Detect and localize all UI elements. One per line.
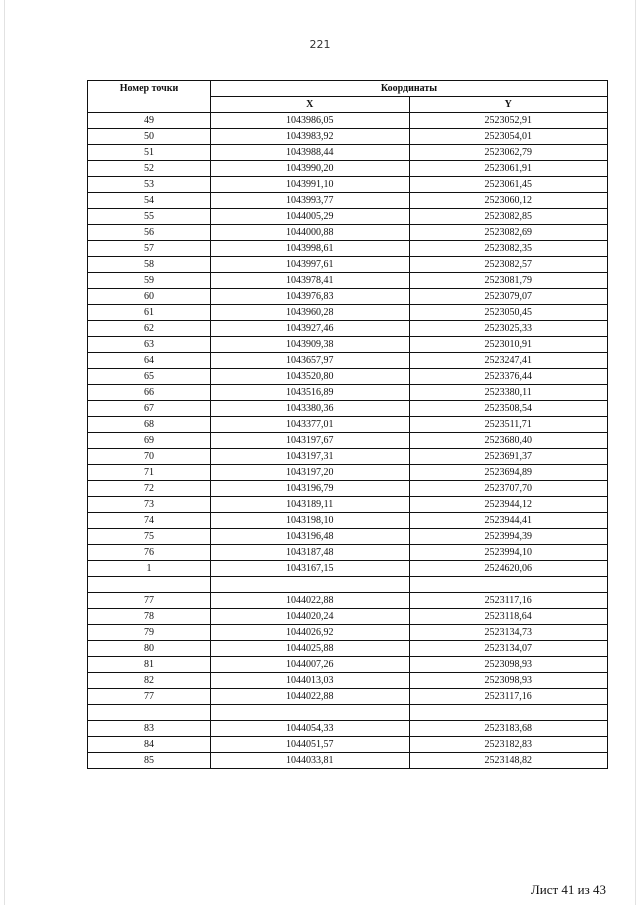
x-coordinate-cell: 1043978,41	[211, 273, 410, 289]
table-row	[88, 449, 608, 465]
coordinates-table	[87, 80, 608, 769]
point-number-cell: 81	[88, 657, 211, 673]
y-coordinate-cell: 2523944,41	[409, 513, 608, 529]
x-coordinate-cell: 1044026,92	[211, 625, 410, 641]
x-coordinate-cell: 1043997,61	[211, 257, 410, 273]
table-row	[88, 641, 608, 657]
point-number-cell: 73	[88, 497, 211, 513]
point-number-cell: 64	[88, 353, 211, 369]
y-coordinate-cell: 2523054,01	[409, 129, 608, 145]
header-row-main	[88, 81, 608, 97]
table-header	[88, 81, 608, 113]
y-coordinate-cell: 2523134,73	[409, 625, 608, 641]
table-row	[88, 689, 608, 705]
y-coordinate-cell: 2523062,79	[409, 145, 608, 161]
table-row	[88, 369, 608, 385]
x-coordinate-cell: 1043197,67	[211, 433, 410, 449]
point-number-cell: 70	[88, 449, 211, 465]
table-row	[88, 737, 608, 753]
point-number-cell: 56	[88, 225, 211, 241]
y-coordinate-cell: 2524620,06	[409, 561, 608, 577]
x-coordinate-cell: 1043196,79	[211, 481, 410, 497]
y-coordinate-cell: 2523025,33	[409, 321, 608, 337]
y-coordinate-cell: 2523079,07	[409, 289, 608, 305]
table-row	[88, 209, 608, 225]
x-coordinate-cell: 1043976,83	[211, 289, 410, 305]
scan-edge-right	[635, 0, 636, 905]
table-row	[88, 513, 608, 529]
table-row	[88, 161, 608, 177]
table-row	[88, 177, 608, 193]
x-coordinate-cell	[211, 705, 410, 721]
table-row	[88, 337, 608, 353]
point-number-cell: 80	[88, 641, 211, 657]
header-y: Y	[409, 97, 608, 113]
x-coordinate-cell: 1043197,20	[211, 465, 410, 481]
x-coordinate-cell: 1044005,29	[211, 209, 410, 225]
x-coordinate-cell: 1043986,05	[211, 113, 410, 129]
x-coordinate-cell: 1043167,15	[211, 561, 410, 577]
x-coordinate-cell: 1044013,03	[211, 673, 410, 689]
point-number-cell: 62	[88, 321, 211, 337]
x-coordinate-cell: 1044033,81	[211, 753, 410, 769]
y-coordinate-cell: 2523118,64	[409, 609, 608, 625]
x-coordinate-cell: 1043960,28	[211, 305, 410, 321]
table-row	[88, 417, 608, 433]
y-coordinate-cell: 2523117,16	[409, 689, 608, 705]
x-coordinate-cell: 1043197,31	[211, 449, 410, 465]
table-row	[88, 497, 608, 513]
x-coordinate-cell: 1043993,77	[211, 193, 410, 209]
point-number-cell: 69	[88, 433, 211, 449]
point-number-cell: 77	[88, 689, 211, 705]
point-number-cell: 59	[88, 273, 211, 289]
x-coordinate-cell: 1044007,26	[211, 657, 410, 673]
y-coordinate-cell: 2523117,16	[409, 593, 608, 609]
y-coordinate-cell	[409, 705, 608, 721]
point-number-cell: 83	[88, 721, 211, 737]
point-number-cell: 50	[88, 129, 211, 145]
table-row	[88, 193, 608, 209]
point-number-cell: 52	[88, 161, 211, 177]
sheet-counter: Лист 41 из 43	[530, 882, 606, 897]
y-coordinate-cell: 2523511,71	[409, 417, 608, 433]
y-coordinate-cell	[409, 577, 608, 593]
x-coordinate-cell: 1043990,20	[211, 161, 410, 177]
point-number-cell: 66	[88, 385, 211, 401]
x-coordinate-cell: 1043377,01	[211, 417, 410, 433]
table-row	[88, 657, 608, 673]
table-row	[88, 481, 608, 497]
point-number-cell: 75	[88, 529, 211, 545]
table-row-separator	[88, 577, 608, 593]
x-coordinate-cell	[211, 577, 410, 593]
table-row	[88, 721, 608, 737]
point-number-cell: 1	[88, 561, 211, 577]
table-row	[88, 241, 608, 257]
point-number-cell: 67	[88, 401, 211, 417]
table-body	[88, 113, 608, 769]
y-coordinate-cell: 2523691,37	[409, 449, 608, 465]
y-coordinate-cell: 2523098,93	[409, 673, 608, 689]
x-coordinate-cell: 1043657,97	[211, 353, 410, 369]
point-number-cell: 60	[88, 289, 211, 305]
header-x: X	[211, 97, 410, 113]
y-coordinate-cell: 2523994,10	[409, 545, 608, 561]
x-coordinate-cell: 1043198,10	[211, 513, 410, 529]
y-coordinate-cell: 2523376,44	[409, 369, 608, 385]
scan-edge-left	[4, 0, 5, 905]
page-number: 221	[309, 38, 331, 51]
point-number-cell: 78	[88, 609, 211, 625]
y-coordinate-cell: 2523052,91	[409, 113, 608, 129]
y-coordinate-cell: 2523148,82	[409, 753, 608, 769]
y-coordinate-cell: 2523183,68	[409, 721, 608, 737]
x-coordinate-cell: 1043927,46	[211, 321, 410, 337]
y-coordinate-cell: 2523060,12	[409, 193, 608, 209]
table-row	[88, 321, 608, 337]
table-row	[88, 113, 608, 129]
point-number-cell	[88, 705, 211, 721]
x-coordinate-cell: 1043998,61	[211, 241, 410, 257]
y-coordinate-cell: 2523098,93	[409, 657, 608, 673]
table-row	[88, 129, 608, 145]
y-coordinate-cell: 2523134,07	[409, 641, 608, 657]
point-number-cell: 51	[88, 145, 211, 161]
table-row	[88, 561, 608, 577]
table-row	[88, 385, 608, 401]
x-coordinate-cell: 1044025,88	[211, 641, 410, 657]
point-number-cell: 49	[88, 113, 211, 129]
table-row	[88, 401, 608, 417]
table-row	[88, 305, 608, 321]
point-number-cell: 77	[88, 593, 211, 609]
y-coordinate-cell: 2523508,54	[409, 401, 608, 417]
table-row	[88, 273, 608, 289]
point-number-cell: 84	[88, 737, 211, 753]
table-row	[88, 673, 608, 689]
x-coordinate-cell: 1044020,24	[211, 609, 410, 625]
y-coordinate-cell: 2523082,69	[409, 225, 608, 241]
x-coordinate-cell: 1043187,48	[211, 545, 410, 561]
table-row-separator	[88, 705, 608, 721]
header-coordinates: Координаты	[211, 81, 608, 97]
table-row	[88, 465, 608, 481]
point-number-cell: 79	[88, 625, 211, 641]
y-coordinate-cell: 2523010,91	[409, 337, 608, 353]
x-coordinate-cell: 1044051,57	[211, 737, 410, 753]
x-coordinate-cell: 1043520,80	[211, 369, 410, 385]
y-coordinate-cell: 2523994,39	[409, 529, 608, 545]
table-row	[88, 225, 608, 241]
header-point-number: Номер точки	[88, 81, 211, 113]
y-coordinate-cell: 2523082,57	[409, 257, 608, 273]
x-coordinate-cell: 1043983,92	[211, 129, 410, 145]
point-number-cell: 53	[88, 177, 211, 193]
table-row	[88, 753, 608, 769]
y-coordinate-cell: 2523061,45	[409, 177, 608, 193]
x-coordinate-cell: 1044000,88	[211, 225, 410, 241]
table-row	[88, 593, 608, 609]
table-row	[88, 145, 608, 161]
x-coordinate-cell: 1043196,48	[211, 529, 410, 545]
table-row	[88, 353, 608, 369]
point-number-cell: 68	[88, 417, 211, 433]
x-coordinate-cell: 1043189,11	[211, 497, 410, 513]
x-coordinate-cell: 1043988,44	[211, 145, 410, 161]
x-coordinate-cell: 1044054,33	[211, 721, 410, 737]
table-row	[88, 257, 608, 273]
x-coordinate-cell: 1044022,88	[211, 593, 410, 609]
point-number-cell: 61	[88, 305, 211, 321]
table-row	[88, 289, 608, 305]
point-number-cell	[88, 577, 211, 593]
point-number-cell: 55	[88, 209, 211, 225]
y-coordinate-cell: 2523081,79	[409, 273, 608, 289]
x-coordinate-cell: 1043516,89	[211, 385, 410, 401]
point-number-cell: 65	[88, 369, 211, 385]
point-number-cell: 57	[88, 241, 211, 257]
point-number-cell: 63	[88, 337, 211, 353]
y-coordinate-cell: 2523182,83	[409, 737, 608, 753]
table-row	[88, 545, 608, 561]
x-coordinate-cell: 1044022,88	[211, 689, 410, 705]
table-row	[88, 609, 608, 625]
y-coordinate-cell: 2523082,85	[409, 209, 608, 225]
table-row	[88, 433, 608, 449]
point-number-cell: 54	[88, 193, 211, 209]
table-row	[88, 529, 608, 545]
point-number-cell: 85	[88, 753, 211, 769]
x-coordinate-cell: 1043991,10	[211, 177, 410, 193]
y-coordinate-cell: 2523694,89	[409, 465, 608, 481]
point-number-cell: 72	[88, 481, 211, 497]
y-coordinate-cell: 2523680,40	[409, 433, 608, 449]
y-coordinate-cell: 2523707,70	[409, 481, 608, 497]
x-coordinate-cell: 1043909,38	[211, 337, 410, 353]
x-coordinate-cell: 1043380,36	[211, 401, 410, 417]
point-number-cell: 82	[88, 673, 211, 689]
y-coordinate-cell: 2523944,12	[409, 497, 608, 513]
y-coordinate-cell: 2523082,35	[409, 241, 608, 257]
point-number-cell: 71	[88, 465, 211, 481]
y-coordinate-cell: 2523050,45	[409, 305, 608, 321]
y-coordinate-cell: 2523061,91	[409, 161, 608, 177]
point-number-cell: 58	[88, 257, 211, 273]
point-number-cell: 76	[88, 545, 211, 561]
point-number-cell: 74	[88, 513, 211, 529]
y-coordinate-cell: 2523247,41	[409, 353, 608, 369]
table-row	[88, 625, 608, 641]
y-coordinate-cell: 2523380,11	[409, 385, 608, 401]
